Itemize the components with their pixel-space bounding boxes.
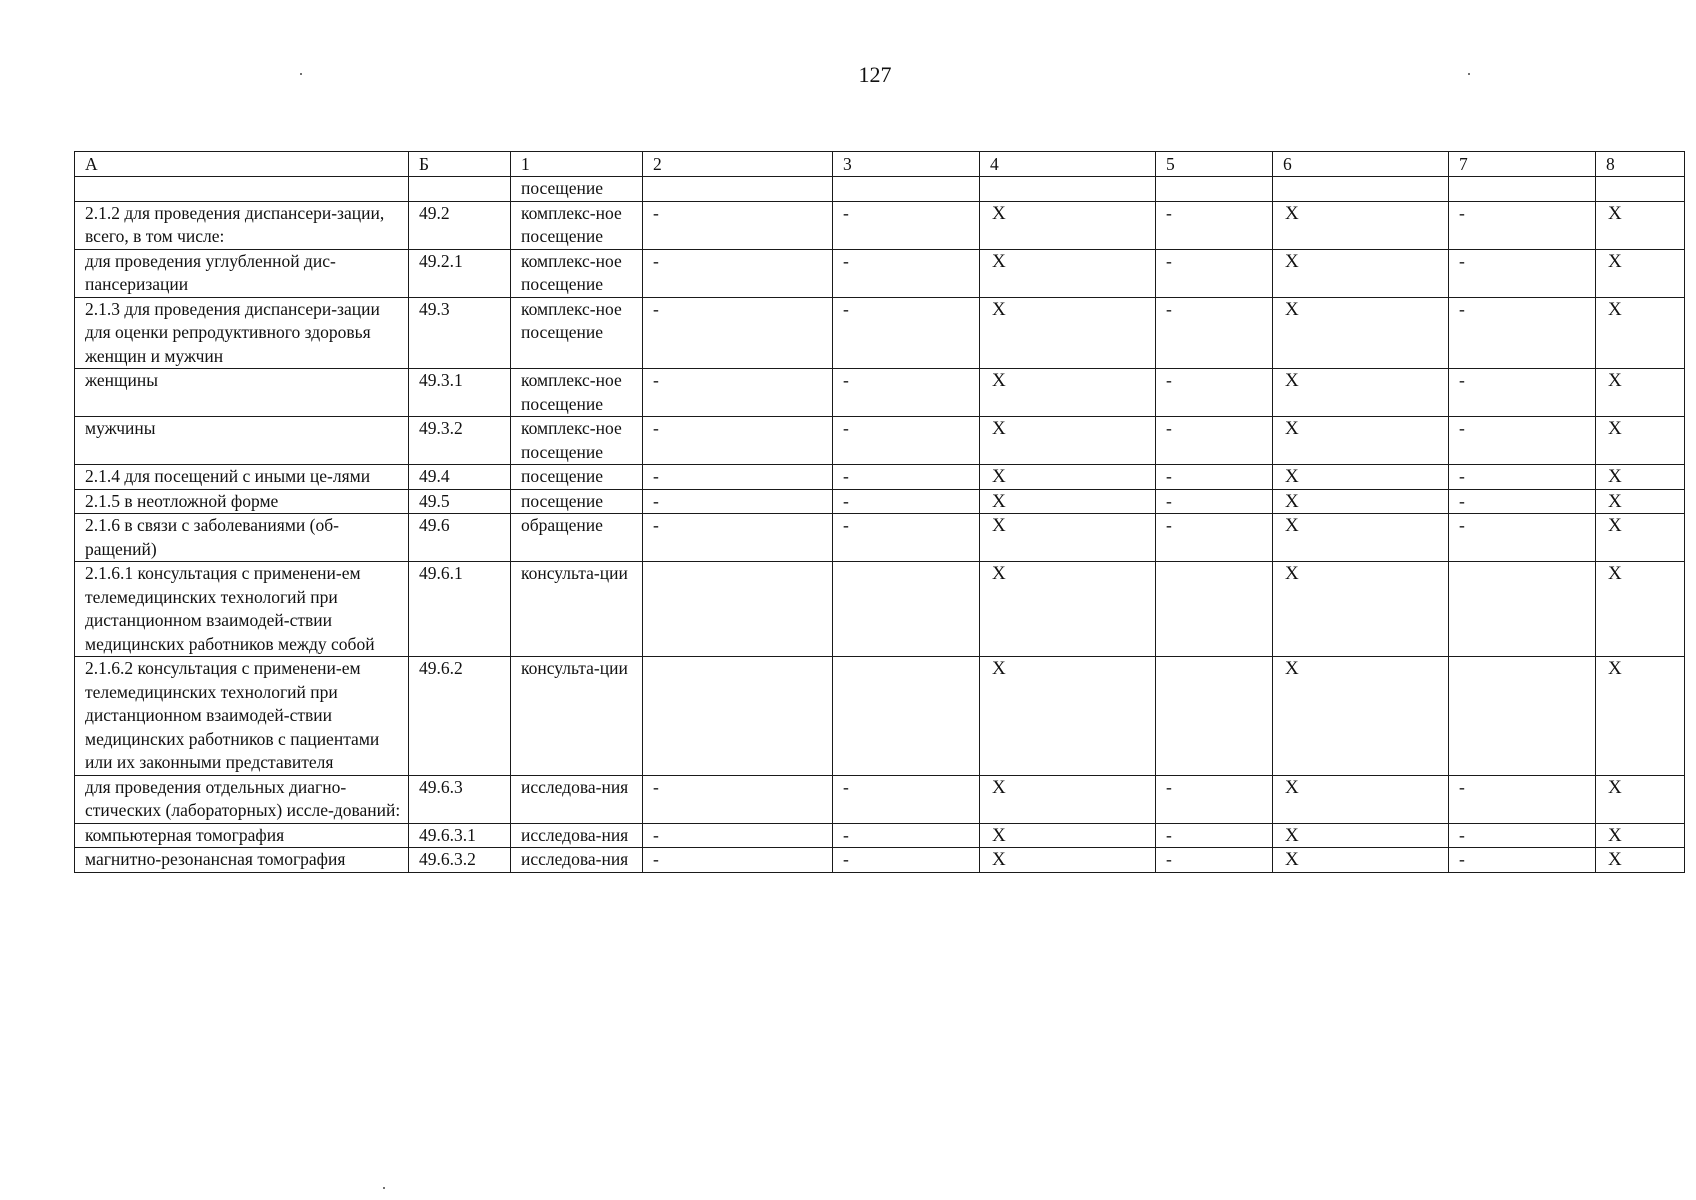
col6-cell: X xyxy=(1273,465,1449,490)
col6-cell xyxy=(1273,177,1449,202)
row-label-cell: 2.1.3 для проведения диспансери-зации для оценки репродуктивного здоровья женщин и мужчин xyxy=(75,297,409,369)
row-label-cell: для проведения углубленной дис-пансеризации xyxy=(75,249,409,297)
col3-cell: - xyxy=(833,297,980,369)
row-code-cell: 49.2 xyxy=(409,201,511,249)
col6-cell: X xyxy=(1273,775,1449,823)
row-code-cell: 49.6.3.1 xyxy=(409,823,511,848)
table-row xyxy=(75,369,1685,417)
col8-cell: X xyxy=(1596,657,1685,776)
col3-cell: - xyxy=(833,848,980,873)
col7-cell: - xyxy=(1449,465,1596,490)
row-code-cell: 49.6.3 xyxy=(409,775,511,823)
col3-cell xyxy=(833,657,980,776)
col7-cell: - xyxy=(1449,369,1596,417)
col5-cell: - xyxy=(1156,848,1273,873)
table-row xyxy=(75,465,1685,490)
column-header: 7 xyxy=(1449,152,1596,177)
row-code-cell: 49.6.1 xyxy=(409,562,511,657)
col7-cell: - xyxy=(1449,297,1596,369)
table-row xyxy=(75,489,1685,514)
unit-cell: исследова-ния xyxy=(511,823,643,848)
row-label-cell: 2.1.4 для посещений с иными це-лями xyxy=(75,465,409,490)
table-row xyxy=(75,823,1685,848)
col3-cell: - xyxy=(833,417,980,465)
col3-cell xyxy=(833,562,980,657)
col3-cell: - xyxy=(833,489,980,514)
col5-cell: - xyxy=(1156,775,1273,823)
unit-cell: консульта-ции xyxy=(511,657,643,776)
col6-cell: X xyxy=(1273,562,1449,657)
col5-cell xyxy=(1156,562,1273,657)
unit-cell: комплекс-ное посещение xyxy=(511,297,643,369)
table-header-row xyxy=(75,152,1685,177)
column-header: А xyxy=(75,152,409,177)
col6-cell: X xyxy=(1273,417,1449,465)
col5-cell: - xyxy=(1156,489,1273,514)
col6-cell: X xyxy=(1273,369,1449,417)
col2-cell: - xyxy=(643,249,833,297)
col8-cell: X xyxy=(1596,562,1685,657)
col8-cell: X xyxy=(1596,848,1685,873)
table-row xyxy=(75,297,1685,369)
row-label-cell: 2.1.5 в неотложной форме xyxy=(75,489,409,514)
col2-cell: - xyxy=(643,417,833,465)
row-code-cell: 49.6.2 xyxy=(409,657,511,776)
row-label-cell: 2.1.6.1 консультация с применени-ем телемедицинских технологий при дистанционном взаимодей-ствии медицинских работников между собой xyxy=(75,562,409,657)
col8-cell xyxy=(1596,177,1685,202)
col4-cell: X xyxy=(980,297,1156,369)
col7-cell xyxy=(1449,562,1596,657)
col6-cell: X xyxy=(1273,489,1449,514)
col7-cell xyxy=(1449,177,1596,202)
row-code-cell: 49.3.2 xyxy=(409,417,511,465)
col7-cell: - xyxy=(1449,514,1596,562)
col5-cell: - xyxy=(1156,514,1273,562)
unit-cell: комплекс-ное посещение xyxy=(511,369,643,417)
col4-cell: X xyxy=(980,775,1156,823)
table-row xyxy=(75,657,1685,776)
col8-cell: X xyxy=(1596,489,1685,514)
col8-cell: X xyxy=(1596,775,1685,823)
table-row xyxy=(75,249,1685,297)
col4-cell: X xyxy=(980,514,1156,562)
col3-cell: - xyxy=(833,775,980,823)
col2-cell: - xyxy=(643,297,833,369)
col4-cell: X xyxy=(980,823,1156,848)
col8-cell: X xyxy=(1596,249,1685,297)
col4-cell: X xyxy=(980,369,1156,417)
unit-cell: посещение xyxy=(511,177,643,202)
row-code-cell: 49.6.3.2 xyxy=(409,848,511,873)
column-header: 2 xyxy=(643,152,833,177)
col2-cell xyxy=(643,657,833,776)
page-number: 127 xyxy=(858,62,892,87)
row-label-cell: мужчины xyxy=(75,417,409,465)
col6-cell: X xyxy=(1273,249,1449,297)
col7-cell: - xyxy=(1449,489,1596,514)
column-header: 4 xyxy=(980,152,1156,177)
col8-cell: X xyxy=(1596,417,1685,465)
col2-cell: - xyxy=(643,775,833,823)
unit-cell: комплекс-ное посещение xyxy=(511,249,643,297)
col2-cell: - xyxy=(643,848,833,873)
col5-cell xyxy=(1156,177,1273,202)
scan-speck xyxy=(383,1187,385,1189)
col4-cell: X xyxy=(980,465,1156,490)
row-code-cell: 49.4 xyxy=(409,465,511,490)
col6-cell: X xyxy=(1273,657,1449,776)
row-label-cell: компьютерная томография xyxy=(75,823,409,848)
col2-cell: - xyxy=(643,465,833,490)
col6-cell: X xyxy=(1273,201,1449,249)
column-header: 1 xyxy=(511,152,643,177)
column-header: 5 xyxy=(1156,152,1273,177)
row-code-cell: 49.6 xyxy=(409,514,511,562)
col4-cell: X xyxy=(980,201,1156,249)
column-header: 8 xyxy=(1596,152,1685,177)
table-row xyxy=(75,562,1685,657)
row-label-cell: 2.1.6.2 консультация с применени-ем телемедицинских технологий при дистанционном взаимодей-ствии медицинских работников с пациентами или их законными представителя xyxy=(75,657,409,776)
unit-cell: посещение xyxy=(511,465,643,490)
col2-cell xyxy=(643,177,833,202)
col2-cell: - xyxy=(643,823,833,848)
col4-cell xyxy=(980,177,1156,202)
col8-cell: X xyxy=(1596,514,1685,562)
col2-cell: - xyxy=(643,489,833,514)
col3-cell: - xyxy=(833,514,980,562)
col5-cell: - xyxy=(1156,297,1273,369)
col7-cell: - xyxy=(1449,249,1596,297)
scan-speck xyxy=(300,73,302,75)
table-row xyxy=(75,514,1685,562)
row-code-cell: 49.3.1 xyxy=(409,369,511,417)
unit-cell: комплекс-ное посещение xyxy=(511,201,643,249)
row-label-cell: 2.1.6 в связи с заболеваниями (об-ращений) xyxy=(75,514,409,562)
row-label-cell: магнитно-резонансная томография xyxy=(75,848,409,873)
unit-cell: исследова-ния xyxy=(511,848,643,873)
col4-cell: X xyxy=(980,848,1156,873)
col7-cell: - xyxy=(1449,848,1596,873)
row-label-cell: женщины xyxy=(75,369,409,417)
row-code-cell: 49.2.1 xyxy=(409,249,511,297)
unit-cell: консульта-ции xyxy=(511,562,643,657)
col2-cell: - xyxy=(643,369,833,417)
column-header: 3 xyxy=(833,152,980,177)
col4-cell: X xyxy=(980,657,1156,776)
col8-cell: X xyxy=(1596,823,1685,848)
table-row xyxy=(75,201,1685,249)
col6-cell: X xyxy=(1273,848,1449,873)
table-row xyxy=(75,848,1685,873)
col3-cell: - xyxy=(833,823,980,848)
row-code-cell: 49.3 xyxy=(409,297,511,369)
col5-cell: - xyxy=(1156,823,1273,848)
unit-cell: посещение xyxy=(511,489,643,514)
col5-cell: - xyxy=(1156,369,1273,417)
column-header: 6 xyxy=(1273,152,1449,177)
row-code-cell: 49.5 xyxy=(409,489,511,514)
column-header: Б xyxy=(409,152,511,177)
col7-cell: - xyxy=(1449,775,1596,823)
col6-cell: X xyxy=(1273,823,1449,848)
row-label-cell xyxy=(75,177,409,202)
table-row xyxy=(75,775,1685,823)
col8-cell: X xyxy=(1596,201,1685,249)
unit-cell: обращение xyxy=(511,514,643,562)
col8-cell: X xyxy=(1596,297,1685,369)
col4-cell: X xyxy=(980,249,1156,297)
col4-cell: X xyxy=(980,489,1156,514)
col3-cell: - xyxy=(833,465,980,490)
col7-cell xyxy=(1449,657,1596,776)
col7-cell: - xyxy=(1449,201,1596,249)
col5-cell: - xyxy=(1156,249,1273,297)
col2-cell xyxy=(643,562,833,657)
col7-cell: - xyxy=(1449,823,1596,848)
unit-cell: исследова-ния xyxy=(511,775,643,823)
col5-cell: - xyxy=(1156,201,1273,249)
col6-cell: X xyxy=(1273,514,1449,562)
col5-cell xyxy=(1156,657,1273,776)
col4-cell: X xyxy=(980,562,1156,657)
col2-cell: - xyxy=(643,514,833,562)
unit-cell: комплекс-ное посещение xyxy=(511,417,643,465)
col7-cell: - xyxy=(1449,417,1596,465)
col6-cell: X xyxy=(1273,297,1449,369)
table-row xyxy=(75,177,1685,202)
data-table xyxy=(74,151,1685,873)
row-label-cell: 2.1.2 для проведения диспансери-зации, всего, в том числе: xyxy=(75,201,409,249)
col3-cell: - xyxy=(833,369,980,417)
col8-cell: X xyxy=(1596,369,1685,417)
col4-cell: X xyxy=(980,417,1156,465)
table-row xyxy=(75,417,1685,465)
scan-speck xyxy=(1468,73,1470,75)
col3-cell: - xyxy=(833,201,980,249)
col3-cell xyxy=(833,177,980,202)
col3-cell: - xyxy=(833,249,980,297)
col8-cell: X xyxy=(1596,465,1685,490)
row-code-cell xyxy=(409,177,511,202)
col5-cell: - xyxy=(1156,465,1273,490)
table-body xyxy=(75,152,1685,873)
col5-cell: - xyxy=(1156,417,1273,465)
row-label-cell: для проведения отдельных диагно-стических (лабораторных) иссле-дований: xyxy=(75,775,409,823)
col2-cell: - xyxy=(643,201,833,249)
